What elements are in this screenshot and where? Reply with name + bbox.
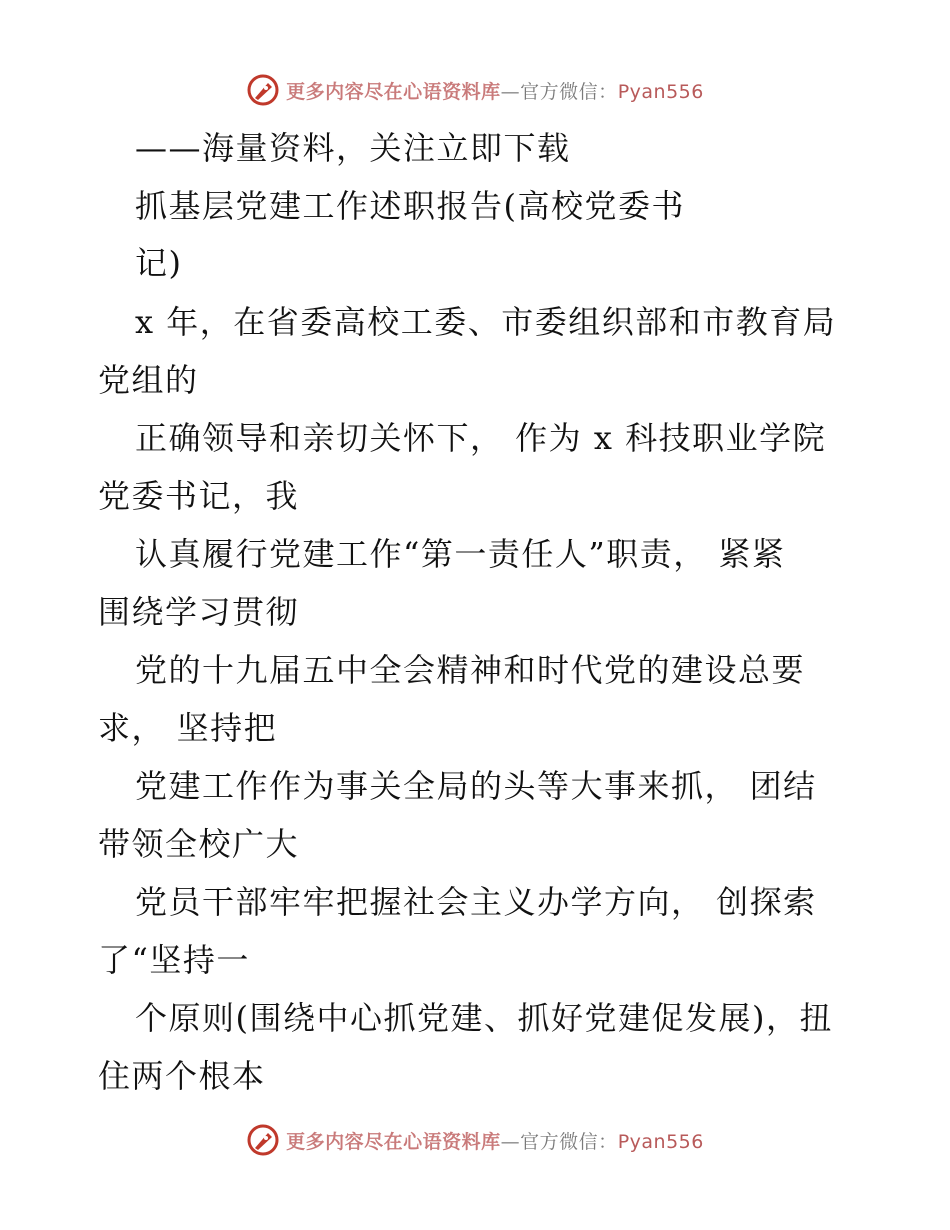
pen-nib-logo-icon xyxy=(246,73,280,107)
body-line: 党组的 xyxy=(98,361,199,399)
body-line: x 年，在省委高校工委、市委组织部和市教育局 xyxy=(135,303,837,341)
body-line: 求， 坚持把 xyxy=(98,709,278,747)
body-line: 党委书记，我 xyxy=(98,477,300,515)
body-line: 党员干部牢牢把握社会主义办学方向， 创探索 xyxy=(135,883,817,921)
body-line: 正确领导和亲切关怀下， 作为 x 科技职业学院 xyxy=(135,419,827,457)
document-title-line-2: 记) xyxy=(135,244,183,282)
banner-slogan: 更多内容尽在心语资料库 xyxy=(286,80,501,103)
body-line: 党的十九届五中全会精神和时代党的建设总要 xyxy=(135,651,806,689)
body-line: 认真履行党建工作“第一责任人”职责， 紧紧 xyxy=(135,535,786,573)
banner-dash: — xyxy=(500,1130,521,1153)
banner-wechat-id: Pyan556 xyxy=(617,1130,704,1153)
banner-dash: — xyxy=(500,80,521,103)
banner-slogan: 更多内容尽在心语资料库 xyxy=(286,1130,501,1153)
body-line: ——海量资料，关注立即下载 xyxy=(135,129,571,167)
body-line: 带领全校广大 xyxy=(98,825,300,863)
banner-text xyxy=(286,1127,704,1154)
footer-watermark-banner xyxy=(0,1120,950,1160)
body-line: 了“坚持一 xyxy=(98,941,250,979)
body-line: 围绕学习贯彻 xyxy=(98,593,300,631)
pen-nib-logo-icon xyxy=(246,1123,280,1157)
banner-wechat-id: Pyan556 xyxy=(617,80,704,103)
body-line: 住两个根本 xyxy=(98,1057,266,1095)
header-watermark-banner xyxy=(0,70,950,110)
document-title-line-1: 抓基层党建工作述职报告(高校党委书 xyxy=(135,187,685,225)
body-line: 个原则(围绕中心抓党建、抓好党建促发展)，扭 xyxy=(135,999,833,1037)
banner-text xyxy=(286,77,704,104)
banner-wechat-label: 官方微信： xyxy=(520,1130,618,1153)
banner-wechat-label: 官方微信： xyxy=(520,80,618,103)
body-line: 党建工作作为事关全局的头等大事来抓， 团结 xyxy=(135,767,817,805)
